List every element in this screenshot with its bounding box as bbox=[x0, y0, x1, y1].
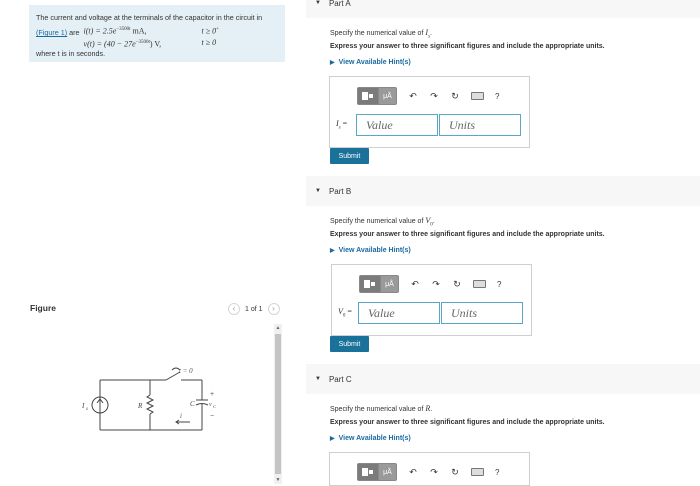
collapse-caret-icon: ▼ bbox=[315, 188, 321, 194]
hint-label: View Available Hint(s) bbox=[338, 59, 411, 66]
eq1-unit: mA, bbox=[130, 26, 147, 36]
minus-label: − bbox=[210, 413, 215, 420]
answer-eq: = bbox=[340, 119, 348, 129]
scroll-up-icon[interactable]: ▲ bbox=[275, 325, 281, 331]
part-c-header[interactable] bbox=[306, 364, 700, 394]
part-c-express: Express your answer to three significant figures and include the appropriate units. bbox=[330, 419, 605, 426]
part-c-title: Part C bbox=[328, 374, 352, 384]
spec-suffix: . bbox=[429, 30, 432, 37]
units-button[interactable]: μÅ bbox=[381, 275, 399, 293]
reset-icon[interactable]: ↻ bbox=[453, 278, 461, 289]
scroll-thumb[interactable] bbox=[275, 334, 281, 474]
value-input[interactable]: Value bbox=[356, 114, 438, 136]
spec-prefix: Specify the numerical value of bbox=[330, 30, 426, 37]
problem-where: where t is in seconds. bbox=[36, 49, 106, 59]
answer-var: I bbox=[336, 119, 339, 129]
eq1-exp: −3500t bbox=[116, 27, 131, 32]
answer-row bbox=[336, 114, 521, 136]
next-figure-button[interactable]: › bbox=[268, 303, 280, 315]
templates-button[interactable] bbox=[357, 87, 379, 105]
spec-suffix: . bbox=[430, 406, 433, 413]
eq2-cond: t ≥ 0 bbox=[201, 37, 217, 47]
value-input[interactable]: Value bbox=[358, 302, 440, 324]
capacitor-label: C bbox=[190, 400, 195, 408]
help-icon[interactable]: ? bbox=[495, 91, 500, 101]
matrix-small-icon bbox=[371, 282, 375, 286]
answer-eq: = bbox=[345, 307, 352, 317]
answer-label bbox=[338, 307, 358, 319]
spec-prefix: Specify the numerical value of bbox=[330, 218, 426, 225]
equation-current bbox=[84, 24, 219, 37]
units-input[interactable]: Units bbox=[441, 302, 523, 324]
help-icon[interactable]: ? bbox=[497, 279, 502, 289]
figure-link[interactable]: (Figure 1) bbox=[36, 28, 68, 37]
eq2-lhs: v(t) = (40 − 27e bbox=[83, 39, 136, 49]
eq2-exp: −3500t bbox=[135, 39, 150, 45]
units-button[interactable]: μÅ bbox=[379, 463, 397, 481]
resistor-icon bbox=[147, 395, 153, 414]
answer-sub: s bbox=[338, 125, 341, 131]
matrix-icon bbox=[364, 280, 370, 288]
redo-icon[interactable]: ↷ bbox=[430, 90, 438, 101]
hint-label: View Available Hint(s) bbox=[338, 247, 411, 254]
vc-sub: C bbox=[213, 404, 217, 409]
figure-scrollbar[interactable] bbox=[274, 324, 282, 484]
figure-pager bbox=[228, 303, 280, 315]
spec-var: V bbox=[425, 216, 431, 225]
vc-label: v bbox=[209, 402, 212, 408]
hint-caret-icon: ▶ bbox=[330, 436, 335, 442]
spec-suffix: . bbox=[432, 218, 435, 225]
pager-text: 1 of 1 bbox=[245, 305, 263, 313]
collapse-caret-icon: ▼ bbox=[315, 0, 321, 6]
spec-sub: s bbox=[428, 34, 430, 40]
eq1-cond: t ≥ 0 bbox=[201, 26, 217, 36]
answer-var: V bbox=[338, 307, 343, 317]
keyboard-icon[interactable] bbox=[473, 280, 486, 288]
matrix-icon bbox=[362, 92, 368, 100]
matrix-icon bbox=[362, 468, 368, 476]
part-b-express: Express your answer to three significant figures and include the appropriate units. bbox=[330, 231, 605, 238]
collapse-caret-icon: ▼ bbox=[315, 376, 321, 382]
prev-figure-button[interactable]: ‹ bbox=[228, 303, 240, 315]
part-b-answer-box bbox=[331, 264, 532, 336]
reset-icon[interactable]: ↻ bbox=[451, 90, 459, 101]
part-a-title: Part A bbox=[328, 0, 351, 8]
spec-var: I bbox=[425, 28, 428, 37]
keyboard-icon[interactable] bbox=[471, 468, 484, 476]
matrix-small-icon bbox=[369, 470, 373, 474]
plus-label: + bbox=[210, 391, 215, 398]
resistor-label: R bbox=[138, 402, 143, 410]
answer-label bbox=[336, 119, 356, 131]
part-b-header[interactable] bbox=[306, 176, 700, 206]
are-text: are bbox=[69, 28, 80, 37]
answer-row bbox=[338, 302, 523, 324]
source-label: I bbox=[82, 402, 85, 410]
math-toolbar bbox=[357, 87, 499, 105]
part-c-hint-link[interactable] bbox=[330, 435, 411, 442]
part-b-spec bbox=[330, 216, 435, 227]
eq2-unit: ) V, bbox=[149, 39, 162, 49]
keyboard-icon[interactable] bbox=[471, 92, 484, 100]
spec-prefix: Specify the numerical value of bbox=[330, 406, 426, 413]
part-a-express: Express your answer to three significant figures and include the appropriate units. bbox=[330, 43, 605, 50]
problem-statement bbox=[29, 5, 285, 62]
part-b-hint-link[interactable] bbox=[330, 247, 411, 254]
redo-icon[interactable]: ↷ bbox=[430, 466, 438, 477]
part-a-header[interactable] bbox=[306, 0, 700, 18]
part-c-answer-box bbox=[329, 452, 530, 486]
part-b-submit-button[interactable]: Submit bbox=[330, 336, 369, 352]
eq1-cond-sup: + bbox=[216, 27, 219, 32]
figure-title: Figure bbox=[30, 303, 56, 313]
reset-icon[interactable]: ↻ bbox=[451, 466, 459, 477]
units-input[interactable]: Units bbox=[439, 114, 521, 136]
units-button[interactable]: μÅ bbox=[379, 87, 397, 105]
math-toolbar bbox=[357, 463, 499, 481]
part-a-answer-box bbox=[329, 76, 530, 148]
hint-caret-icon: ▶ bbox=[330, 60, 335, 66]
eq1-lhs: i(t) = 2.5e bbox=[83, 26, 117, 36]
spec-sub: 0 bbox=[430, 222, 433, 228]
templates-button[interactable] bbox=[357, 463, 379, 481]
source-sub: s bbox=[86, 407, 88, 412]
problem-intro: The current and voltage at the terminals of the capacitor in the circuit in bbox=[36, 13, 263, 22]
answer-sub: 0 bbox=[342, 313, 346, 319]
undo-icon[interactable]: ↶ bbox=[409, 90, 417, 101]
templates-button[interactable] bbox=[359, 275, 381, 293]
part-a-submit-button[interactable]: Submit bbox=[330, 148, 369, 164]
matrix-small-icon bbox=[369, 94, 373, 98]
switch-icon bbox=[166, 372, 180, 380]
part-b-title: Part B bbox=[328, 186, 352, 196]
help-icon[interactable]: ? bbox=[495, 467, 500, 477]
spec-var: R bbox=[425, 404, 431, 413]
equation-row bbox=[36, 24, 278, 49]
scroll-down-icon[interactable]: ▼ bbox=[275, 477, 281, 483]
undo-icon[interactable]: ↶ bbox=[411, 278, 419, 289]
math-toolbar bbox=[359, 275, 501, 293]
current-label: i bbox=[180, 412, 182, 420]
switch-label: t = 0 bbox=[179, 367, 193, 375]
part-c-spec bbox=[330, 404, 432, 413]
part-a-spec bbox=[330, 28, 432, 39]
hint-caret-icon: ▶ bbox=[330, 248, 335, 254]
redo-icon[interactable]: ↷ bbox=[432, 278, 440, 289]
equation-voltage bbox=[84, 37, 219, 50]
circuit-diagram bbox=[76, 360, 236, 440]
undo-icon[interactable]: ↶ bbox=[409, 466, 417, 477]
hint-label: View Available Hint(s) bbox=[338, 435, 411, 442]
equations bbox=[84, 24, 219, 49]
part-a-hint-link[interactable] bbox=[330, 59, 411, 66]
